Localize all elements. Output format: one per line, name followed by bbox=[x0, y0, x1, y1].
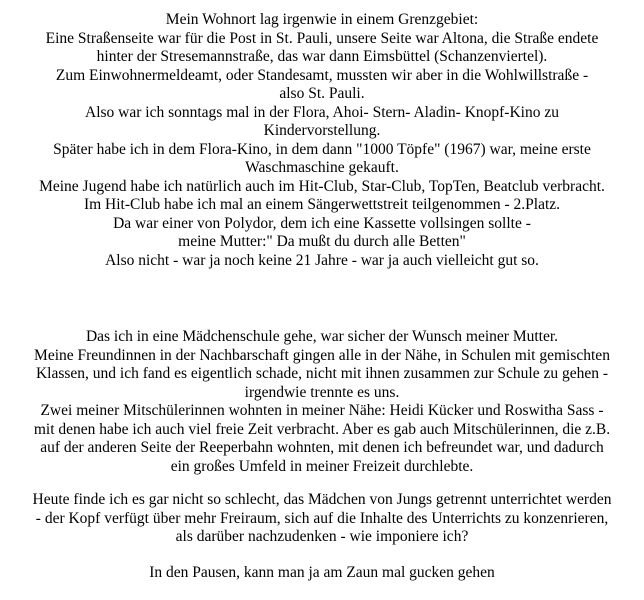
text-line: Also war ich sonntags mal in der Flora, Ahoi- Stern- Aladin- Knopf-Kino zu bbox=[85, 103, 559, 121]
text-line: Klassen, und ich fand es eigentlich schade, nicht mit ihnen zusammen zur Schule zu gehen - bbox=[35, 365, 609, 382]
paragraph-reflection bbox=[0, 491, 644, 547]
text-line: Mein Wohnort lag irgenwie in einem Grenzgebiet: bbox=[165, 11, 479, 28]
text-line: In den Pausen, kann man ja am Zaun mal gucken gehen bbox=[149, 563, 495, 581]
text-line: Eine Straßenseite war für die Post in St. Pauli, unsere Seite war Altona, die Straße endete bbox=[45, 29, 599, 47]
text-line: Waschmaschine gekauft. bbox=[245, 159, 399, 176]
text-line: ein großes Umfeld in meiner Freizeit durchlebte. bbox=[170, 457, 474, 475]
text-line: Heute finde ich es gar nicht so schlecht, das Mädchen von Jungs getrennt unterrichtet werden bbox=[32, 491, 612, 508]
paragraph-closing bbox=[0, 564, 644, 583]
text-line: mit denen habe ich auch viel freie Zeit verbracht. Aber es gab auch Mitschülerinnen, die z.B. bbox=[33, 420, 611, 438]
text-line: hinter der Stresemannstraße, das war dann Eimsbüttel (Schanzenviertel). bbox=[96, 48, 548, 65]
text-line: Das ich in eine Mädchenschule gehe, war sicher der Wunsch meiner Mutter. bbox=[85, 328, 559, 345]
paragraph-residence bbox=[0, 11, 644, 270]
text-line: Meine Freundinnen in der Nachbarschaft gingen alle in der Nähe, in Schulen mit gemischten bbox=[34, 346, 610, 364]
text-line: als darüber nachzudenken - wie imponiere ich? bbox=[175, 528, 469, 545]
text-line: Zum Einwohnermeldeamt, oder Standesamt, mussten wir aber in die Wohlwillstraße - bbox=[55, 66, 589, 84]
text-line: Zwei meiner Mitschülerinnen wohnten in meiner Nähe: Heidi Kücker und Roswitha Sass - bbox=[40, 402, 604, 419]
paragraph-school bbox=[0, 328, 644, 476]
text-line: Meine Jugend habe ich natürlich auch im Hit-Club, Star-Club, TopTen, Beatclub verbracht. bbox=[39, 177, 605, 195]
text-line: also St. Pauli. bbox=[279, 85, 365, 102]
text-line: Da war einer von Polydor, dem ich eine Kassette vollsingen sollte - bbox=[113, 214, 531, 232]
text-line: auf der anderen Seite der Reeperbahn wohnten, mit denen ich befreundet war, und dadurch bbox=[40, 439, 604, 456]
text-line: Kindervorstellung. bbox=[263, 122, 381, 139]
text-line: Im Hit-Club habe ich mal an einem Sängerwettstreit teilgenommen - 2.Platz. bbox=[83, 196, 561, 213]
text-line: meine Mutter:" Da mußt du durch alle Betten" bbox=[178, 233, 466, 250]
text-line: Also nicht - war ja noch keine 21 Jahre - war ja auch vielleicht gut so. bbox=[105, 251, 539, 269]
text-line: - der Kopf verfügt über mehr Freiraum, sich auf die Inhalte des Unterrichts zu konzenrieren, bbox=[35, 509, 609, 527]
text-line: irgendwie trennte es uns. bbox=[244, 383, 400, 401]
text-line: Später habe ich in dem Flora-Kino, in dem dann "1000 Töpfe" (1967) war, meine erste bbox=[53, 140, 591, 158]
